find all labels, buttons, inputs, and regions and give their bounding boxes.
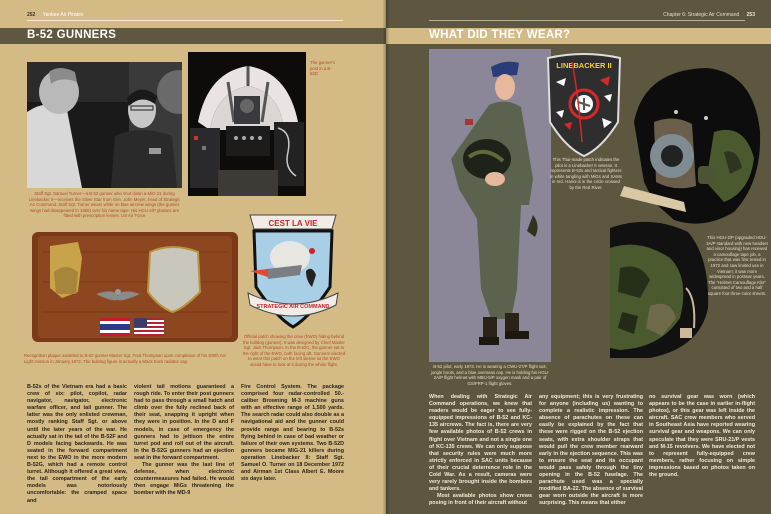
b52-pilot-uniform-photo: [429, 49, 551, 362]
right-page-number: 253: [746, 12, 755, 18]
right-section-title: WHAT DID THEY WEAR?: [429, 29, 571, 41]
left-col2-para2: The gunner was the last line of defense, when electronic countermeasures had failed. He would then engage MiGs threatening the bomber with the MD-9: [134, 462, 234, 497]
linebacker-patch-caption: This Thai-made patch indicates the pilot is a Linebacker II veteran. It represents B-52s and tactical fighters in white tangling with MiGs and SAMs in red. Hanoi is in the circle crossed by the Red River.: [550, 157, 622, 190]
left-section-title: B-52 GUNNERS: [27, 29, 117, 41]
plaque-image-icon: [32, 232, 238, 342]
right-col1-para1: When dealing with Strategic Air Command operations, we knew that readers would be eager to see fully-equipped impressions of B-52 and KC-135 aircrews. The fact is, there are very few available photos of B-52 crews in flight over Vietnam and not a single one of KC-135 crews. We can only suppose that security rules were much more strictly enforced in SAC units because of their crucial deterrence role in the Cold War. As a result, cameras were very rarely brought inside the bombers and tankers.: [429, 394, 532, 493]
right-body-column-1: [429, 394, 532, 508]
left-book-title: Yankee Air Pirates: [42, 12, 84, 18]
right-running-head: [663, 12, 755, 18]
left-col3-para: Fire Control System. The package comprised four radar-controlled 50.-caliber Browning M-3 machine guns with an effective range of 1,500 yards. The search radar could also double as a navigational aid and the gunner could provide range and bearing to B-52s flying behind in case of bad weather or failure of their own systems. Two B-52D gunners became MiG-21 killers during operation Linebacker II: Staff Sgt. Samuel O. Turner on 18 December 1972 and Airman 1st Class Albert E. Moore six days later.: [241, 384, 344, 483]
recognition-plaque-photo: [32, 232, 238, 342]
right-body-column-2: [539, 394, 643, 508]
right-page: [386, 0, 771, 514]
linebacker-patch-text: LINEBACKER II: [556, 61, 612, 70]
right-col2-para: any equipment; this is very frustrating for anyone (including us) wanting to complete a realistic impression. The absence of parachutes on these can easily be explained by the fact that these were rigged on the B-52 ejection seats, with extra shoulder straps that would pull the crew member rearward early in the ejection sequence. This was to ensure the seat and its occupant would pass safely through the tiny opening in the B-52 fuselage. The parachute used was a specially modified BA-22. The absence of survival gear worn outside the aircraft is more surprising. This means that either: [539, 394, 643, 507]
bulldog-patch-icon: [240, 205, 346, 335]
left-body-column-2: [134, 384, 234, 498]
left-body-column-3: [241, 384, 344, 483]
ceremony-image-icon: [27, 62, 182, 188]
left-col2-para1: violent tail motions guaranteed a rough ride. To enter their post gunners had to pass through a small hatch and climb over the fully reclined back of their seat, snapping it upright when they were in position. In the D and F models, in case of emergency the gunners had to jettison the entire turret pod and roll out of the aircraft. In the B-52G gunners had an ejection seat in the forward compartment.: [134, 384, 234, 461]
camo-helmet-icon: [610, 218, 710, 358]
cockpit-image-icon: [188, 52, 306, 196]
left-running-head: [27, 12, 83, 18]
patch-top-text: CEST LA VIE: [268, 219, 318, 228]
hgu-2p-helmet-photo: [614, 62, 764, 230]
right-body-column-3: [649, 394, 755, 479]
left-page-number: 252: [27, 12, 36, 18]
camouflage-helmet-photo: [610, 218, 710, 358]
plaque-caption: Recognition plaque awarded to B-52 gunner Master Sgt. Fred Thompson upon completion of his 300th Arc Light mission in January 1972. The bulldog figure is actually a Mack truck radiator cap.: [24, 353, 227, 364]
right-col3-para: no survival gear was worn (which appears to be the case in earlier in-flight photos), or this gear was left inside the aircraft. SAC crew members who served in Southeast Asia have reported wearing survival gear and weapons. We can only speculate that they were SRU-21/P vests and M-15 revolvers. We have elected not to represent fully-equipped crew members, rather focusing on simple impressions based on photos taken on the ground.: [649, 394, 755, 479]
right-section-band: [386, 28, 771, 44]
silver-star-ceremony-photo: [27, 62, 182, 188]
book-gutter: [383, 0, 389, 514]
left-col1-para: B-52s of the Vietnam era had a basic crew of six: pilot, copilot, radar navigator, navigator, electronic warfare officer, and tail gunner. The latter was the only enlisted crewman, mostly ranking Staff Sgt. or above until the later years of the war. He actually sat in the tail of the B-52F and D models facing backwards. He was seated in the forward compartment next to the EWO in the more modern B-52G, which had a remote control turret. Although it offered a great view, the tail compartment of the early models was notoriously uncomfortable: the cramped space and: [27, 384, 127, 504]
patch-bottom-text: STRATEGIC AIR COMMAND: [256, 304, 330, 310]
left-section-band: [0, 28, 386, 44]
pilot-figure-icon: [429, 49, 551, 362]
right-col1-para2: Most available photos show crews posing in front of their aircraft without: [429, 493, 532, 507]
cest-la-vie-patch-photo: [240, 205, 346, 335]
left-body-column-1: [27, 384, 127, 505]
left-header-rule: [27, 20, 343, 21]
gunner-post-caption: The gunner's post in a B-52D.: [310, 60, 335, 77]
pilot-caption: B-52 pilot, early 1973. He is wearing a CWU-27/P flight suit, jungle boots, and a blue overseas cap. He is holding his HGU-2A/P flight helmet with MBU-5/P oxygen mask and a pair of GS/FRP-1 flight gloves.: [430, 364, 550, 386]
ceremony-caption: Staff Sgt. Samuel Turner—a B-52 gunner who shot down a MiG-21 during Linebacker II—receives the Silver Star from Gen. John Meyer, head of Strategic Air Command. Staff Sgt. Turner wears white on blue aircrew wings (the gunner wings had disappeared in 1955) over his name tape. His HGU-4/P glasses are fitted with prescription lenses. US Air Force: [28, 191, 181, 219]
camouflage-helmet-caption: This HGU-2/P (upgraded HGU-2A/P standard with new headset and visor housing) has received a camouflage tape job, a practice that was first tested in 1972 and saw limited use in Vietnam; it was more widespread in postwar years. The "Helmet Camouflage Kits" consisted of two and a half square foot three-color sheets.: [706, 235, 768, 296]
black-helmet-icon: [614, 62, 764, 230]
patch-caption: Official patch showing the crew (EWO) hiding behind the bulldog (gunner). It was designed by Chief Master Sgt. Jack Thompson. In the B-52G, the gunner sat to the right of the EWO, both facing aft. Gunners elected to wear this patch on the left sleeve so the EWO would have to look at it during the whole flight.: [242, 334, 346, 367]
right-header-rule: [429, 20, 745, 21]
right-chapter-title: Chapter 6: Strategic Air Command: [663, 12, 740, 18]
gunner-post-photo: [188, 52, 306, 196]
